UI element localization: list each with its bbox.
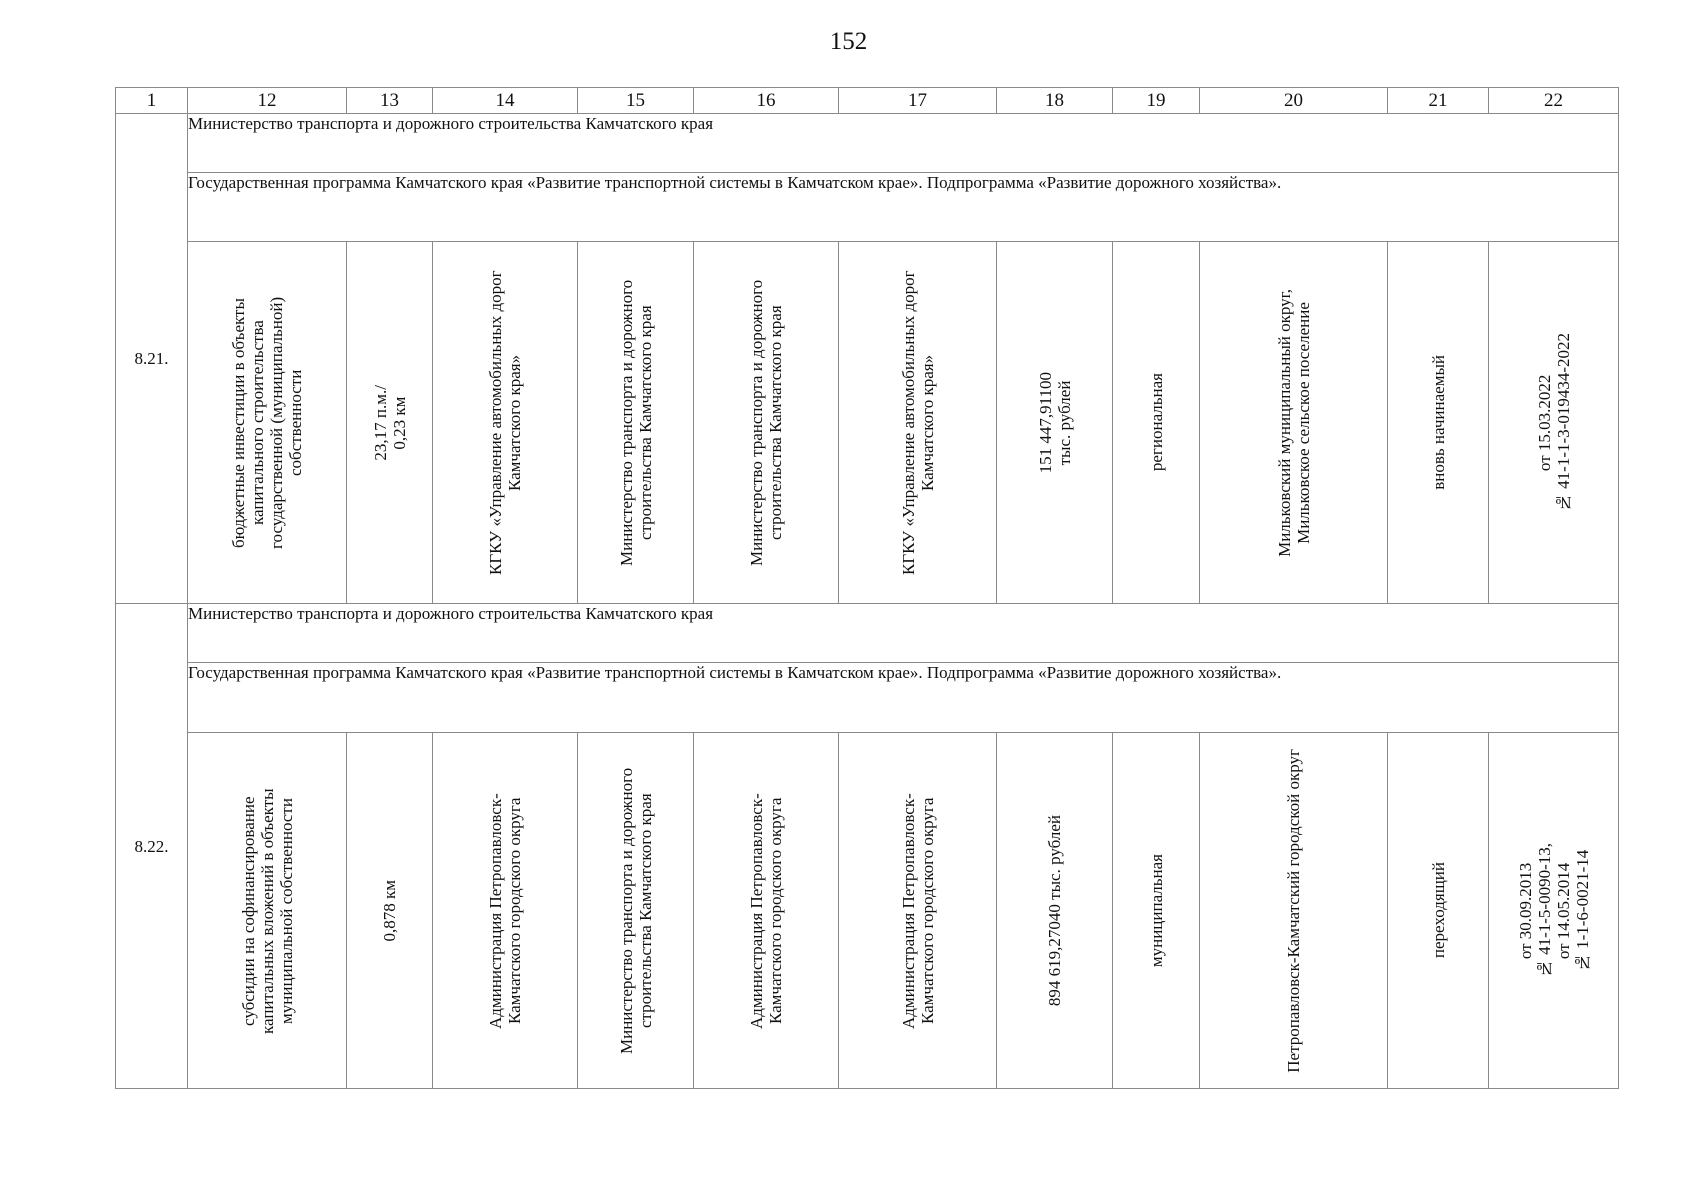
column-number: 1 [116, 88, 188, 114]
estimated-cost: 151 447,91100 тыс. рублей [1035, 371, 1074, 474]
recipient-cell [694, 242, 839, 604]
column-number: 14 [433, 88, 578, 114]
program-name: Государственная программа Камчатского края «Развитие транспортной системы в Камчатском крае». Подпрограмма «Развитие дорожного хозяйства». [188, 663, 1619, 733]
funding-type: бюджетные инвестиции в объекты капитального строительства государственной (муниципальной) собственности [229, 296, 305, 549]
capacity: 23,17 п.м./ 0,23 км [370, 384, 409, 461]
developer-cell [839, 733, 997, 1089]
developer-cell [839, 242, 997, 604]
status-cell [1388, 733, 1489, 1089]
expertise-cell [1489, 733, 1619, 1089]
objects-table [115, 87, 1619, 1089]
customer-cell [433, 242, 578, 604]
ownership-cell [1113, 733, 1200, 1089]
customer-cell [433, 733, 578, 1089]
developer: Администрация Петропавловск-Камчатского городского округа [898, 792, 937, 1029]
column-number: 19 [1113, 88, 1200, 114]
estimated-cost: 894 619,27040 тыс. рублей [1045, 814, 1064, 1007]
funding-type-cell [188, 242, 347, 604]
column-number: 13 [347, 88, 433, 114]
program-row [116, 173, 1619, 242]
recipient: Министерство транспорта и дорожного строительства Камчатского края [747, 279, 785, 566]
column-number: 22 [1489, 88, 1619, 114]
program-row [116, 663, 1619, 733]
column-number: 12 [188, 88, 347, 114]
funding-type-cell [188, 733, 347, 1089]
ministry-row [116, 114, 1619, 173]
column-number: 20 [1200, 88, 1388, 114]
capacity-cell [347, 242, 433, 604]
recipient: Администрация Петропавловск-Камчатского городского округа [747, 792, 785, 1029]
column-number: 18 [997, 88, 1113, 114]
program-name: Государственная программа Камчатского края «Развитие транспортной системы в Камчатском крае». Подпрограмма «Развитие дорожного хозяйства». [188, 173, 1619, 242]
authority-cell [578, 242, 694, 604]
estimated-cost-cell [997, 733, 1113, 1089]
status-cell [1388, 242, 1489, 604]
row-number: 8.21. [116, 114, 188, 604]
column-number: 21 [1388, 88, 1489, 114]
expertise-cell [1489, 242, 1619, 604]
authority-cell [578, 733, 694, 1089]
ministry-name: Министерство транспорта и дорожного строительства Камчатского края [188, 114, 1619, 173]
ministry-name: Министерство транспорта и дорожного строительства Камчатского края [188, 604, 1619, 663]
recipient-cell [694, 733, 839, 1089]
authority: Министерство транспорта и дорожного строительства Камчатского края [616, 279, 655, 566]
row-number: 8.22. [116, 604, 188, 1089]
authority: Министерство транспорта и дорожного строительства Камчатского края [616, 767, 655, 1054]
ministry-row [116, 604, 1619, 663]
capacity: 0,878 км [380, 879, 399, 942]
column-number-row [116, 88, 1619, 114]
ownership: муниципальная [1146, 853, 1166, 968]
table-row [116, 242, 1619, 604]
location-cell [1200, 733, 1388, 1089]
customer: Администрация Петропавловск-Камчатского городского округа [486, 792, 524, 1029]
column-number: 15 [578, 88, 694, 114]
table-row [116, 733, 1619, 1089]
object-status: переходящий [1428, 862, 1448, 959]
customer: КГКУ «Управление автомобильных дорог Камчатского края» [486, 270, 524, 575]
location-cell [1200, 242, 1388, 604]
column-number: 17 [839, 88, 997, 114]
location: Петропавловск-Камчатский городской округ [1284, 748, 1303, 1073]
page-number: 152 [829, 28, 868, 55]
ownership-cell [1113, 242, 1200, 604]
capacity-cell [347, 733, 433, 1089]
estimated-cost-cell [997, 242, 1113, 604]
developer: КГКУ «Управление автомобильных дорог Камчатского края» [898, 270, 937, 575]
funding-type: субсидии на софинансирование капитальных вложений в объекты муниципальной собственности [238, 787, 296, 1034]
column-number: 16 [694, 88, 839, 114]
object-status: вновь начинаемый [1428, 355, 1448, 490]
expertise-conclusion: от 15.03.2022 № 41-1-1-3-019434-2022 [1534, 332, 1573, 513]
ownership: региональная [1146, 373, 1166, 472]
location: Мильковский муниципальный округ, Мильковское сельское поселение [1274, 288, 1313, 557]
expertise-conclusion: от 30.09.2013 № 41-1-5-0090-13, от 14.05.2014 № 1-1-6-0021-14 [1515, 842, 1592, 979]
